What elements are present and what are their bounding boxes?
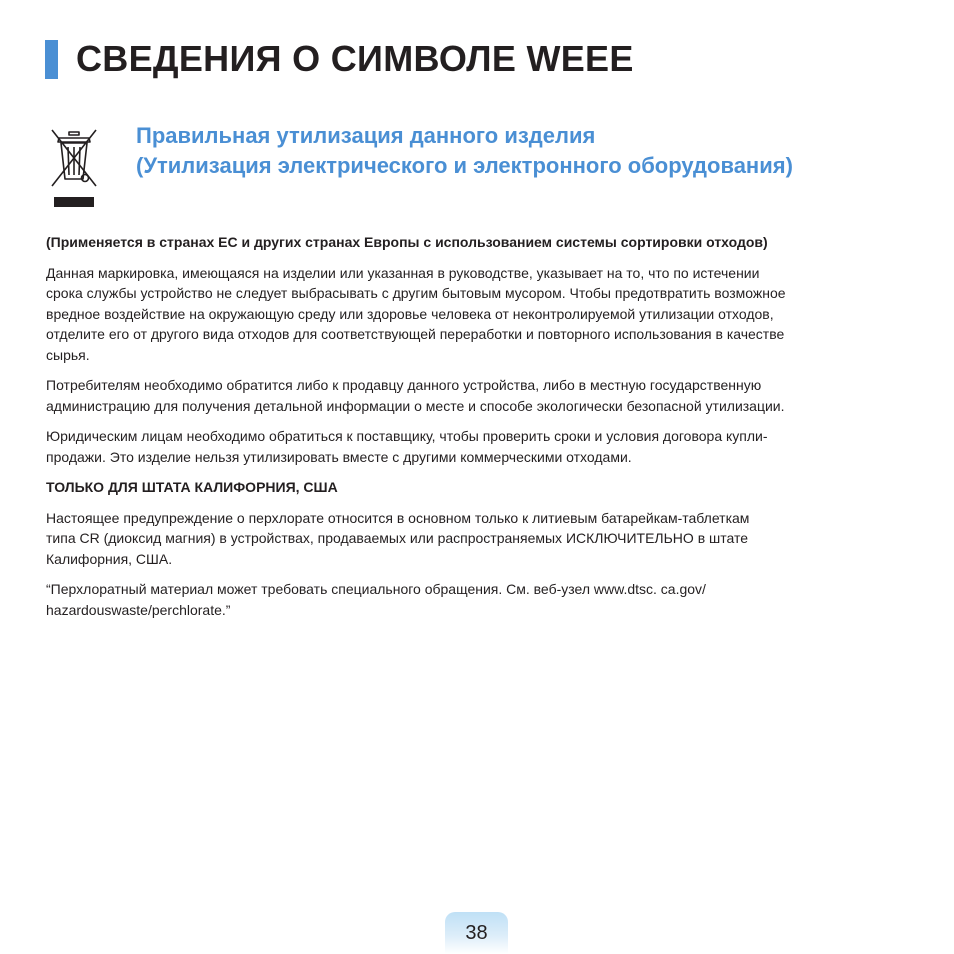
text-line: Настоящее предупреждение о перхлорате относится в основном только к литиевым батарейкам-таблеткам — [46, 509, 750, 526]
paragraph-consumers — [46, 375, 906, 416]
text-line: Калифорния, США. — [46, 550, 173, 567]
text-line: типа CR (диоксид магния) в устройствах, продаваемых или распространяемых ИСКЛЮЧИТЕЛЬНО в штате — [46, 530, 749, 546]
section-heading-line1: Правильная утилизация данного изделия — [136, 123, 596, 148]
text-line: вредное воздействие на окружающую среду или здоровье человека от неконтролируемой утилизации отходов, — [46, 305, 774, 322]
crossed-out-wheelie-bin-icon — [46, 126, 102, 210]
text-line: Потребителям необходимо обратится либо к продавцу данного устройства, либо в местную государственную — [46, 377, 762, 393]
text-line: Данная маркировка, имеющаяся на изделии или указанная в руководстве, указывает на то, что по истечении — [46, 264, 760, 281]
text-line: “Перхлоратный материал может требовать специального обращения. См. веб-узел www.dtsc. ca.gov/ — [46, 581, 706, 597]
california-heading: ТОЛЬКО ДЛЯ ШТАТА КАЛИФОРНИЯ, США — [46, 479, 338, 495]
paragraph-marking — [46, 263, 906, 366]
paragraph-perchlorate-note — [46, 579, 906, 620]
section-heading — [136, 121, 793, 181]
title-accent-bar — [45, 40, 58, 79]
text-line: продажи. Это изделие нельзя утилизировать вместе с другими коммерческими отходами. — [46, 448, 632, 465]
text-line: Юридическим лицам необходимо обратиться к поставщику, чтобы проверить сроки и условия договора купли- — [46, 428, 768, 444]
text-line: сырья. — [46, 346, 90, 363]
text-line: срока службы устройство не следует выбрасывать с другим бытовым мусором. Чтобы предотвратить возможное — [46, 285, 786, 301]
text-line: отделите его от другого вида отходов для соответствующей переработки и повторного использования в качестве — [46, 326, 785, 342]
applicability-note: (Применяется в странах ЕС и других странах Европы с использованием системы сортировки отходов) — [46, 234, 768, 250]
page-number: 38 — [445, 912, 508, 954]
paragraph-legal-entities — [46, 426, 906, 467]
content-body — [46, 232, 906, 630]
section-heading-line2: (Утилизация электрического и электронного оборудования) — [136, 153, 793, 178]
text-line: администрацию для получения детальной информации о месте и способе экологически безопасной утилизации. — [46, 397, 785, 414]
page-title: СВЕДЕНИЯ О СИМВОЛЕ WEEE — [76, 38, 634, 79]
paragraph-perchlorate — [46, 508, 906, 570]
text-line: hazardouswaste/perchlorate.” — [46, 601, 231, 618]
